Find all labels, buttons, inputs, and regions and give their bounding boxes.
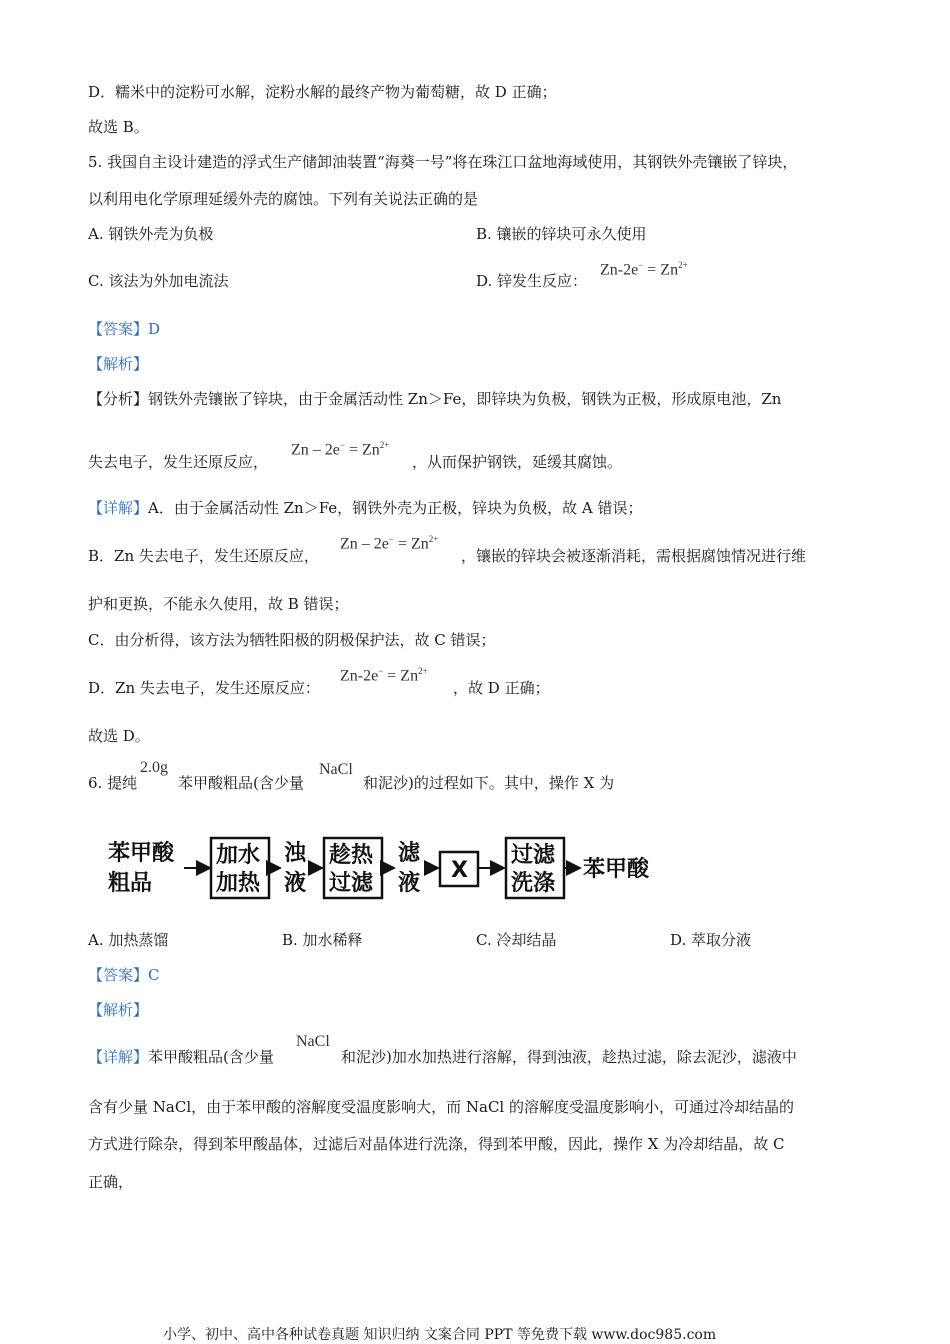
equation: $Zn - 2e^- = Zn^{2+}$ bbox=[291, 440, 390, 459]
option-c: C. 该法为外加电流法 bbox=[88, 272, 229, 290]
question-6-stem: 6. 提纯 bbox=[88, 774, 138, 792]
svg-text:过滤: 过滤 bbox=[511, 843, 556, 868]
text-line: 故选 B。 bbox=[88, 118, 149, 136]
equation: $Zn - 2e^- = Zn^{2+}$ bbox=[340, 534, 439, 553]
option-d: D. 萃取分液 bbox=[670, 931, 752, 949]
option-b: B. 加水稀释 bbox=[282, 931, 363, 949]
svg-text:X: X bbox=[451, 858, 468, 883]
question-5-stem-2: 以利用电化学原理延缓外壳的腐蚀。下列有关说法正确的是 bbox=[88, 190, 479, 208]
svg-text:过滤: 过滤 bbox=[329, 871, 374, 896]
detail-6-2: 含有少量 NaCl，由于苯甲酸的溶解度受温度影响大，而 NaCl 的溶解度受温度影响小，可通过冷却结晶的 bbox=[88, 1098, 794, 1116]
mass-value: 2.0g bbox=[140, 759, 168, 776]
process-flow-diagram bbox=[108, 830, 668, 906]
detail-a: 【详解】A．由于金属活动性 Zn＞Fe，钢铁外壳为正极，锌块为负极，故 A 错误； bbox=[88, 499, 643, 517]
analysis-label: 【解析】 bbox=[88, 355, 149, 373]
question-6-stem-c: 和泥沙)的过程如下。其中，操作 X 为 bbox=[363, 774, 615, 792]
question-5-stem: 5. 我国自主设计建造的浮式生产储卸油装置“海葵一号”将在珠江口盆地海域使用，其钢铁外壳镶嵌了锌块， bbox=[88, 153, 798, 171]
equation: $Zn-2e^- = Zn^{2+}$ bbox=[600, 260, 688, 279]
conclusion-5: 故选 D。 bbox=[88, 727, 150, 745]
option-c: C. 冷却结晶 bbox=[476, 931, 557, 949]
detail-b-cont: ，镶嵌的锌块会被逐渐消耗，需根据腐蚀情况进行维 bbox=[461, 547, 807, 565]
flow-start: 粗品 bbox=[108, 871, 153, 896]
svg-text:液: 液 bbox=[398, 871, 421, 896]
answer-6: 【答案】C bbox=[88, 966, 160, 984]
detail-6-3: 方式进行除杂，得到苯甲酸晶体，过滤后对晶体进行洗涤，得到苯甲酸，因此，操作 X 为冷却结晶，故 C bbox=[88, 1135, 785, 1153]
svg-text:加水: 加水 bbox=[216, 843, 261, 868]
svg-text:趁热: 趁热 bbox=[329, 843, 374, 868]
nacl-formula: NaCl bbox=[319, 761, 353, 778]
nacl-formula: NaCl bbox=[296, 1033, 330, 1050]
analysis-text-2: 失去电子，发生还原反应， bbox=[88, 453, 269, 471]
detail-b: B．Zn 失去电子，发生还原反应， bbox=[88, 547, 319, 565]
question-6-stem-b: 苯甲酸粗品(含少量 bbox=[178, 774, 304, 792]
detail-d-cont: ，故 D 正确； bbox=[453, 679, 550, 697]
flow-start: 苯甲酸 bbox=[108, 841, 175, 866]
svg-text:滤: 滤 bbox=[398, 841, 421, 866]
footer: 小学、初中、高中各种试卷真题 知识归纳 文案合同 PPT 等免费下载 www.doc985.com bbox=[163, 1327, 717, 1343]
option-a: A. 加热蒸馏 bbox=[88, 931, 169, 949]
option-d: D. 锌发生反应： bbox=[476, 272, 588, 290]
detail-6-cont: 和泥沙)加水加热进行溶解，得到浊液，趁热过滤，除去泥沙，滤液中 bbox=[341, 1048, 797, 1066]
analysis-label: 【解析】 bbox=[88, 1001, 149, 1019]
equation: $Zn-2e^- = Zn^{2+}$ bbox=[340, 666, 428, 685]
svg-text:洗涤: 洗涤 bbox=[511, 871, 556, 896]
svg-text:加热: 加热 bbox=[216, 871, 261, 896]
detail-6-4: 正确， bbox=[88, 1173, 134, 1191]
svg-text:液: 液 bbox=[284, 871, 307, 896]
analysis-text: 【分析】钢铁外壳镶嵌了锌块，由于金属活动性 Zn＞Fe，即锌块为负极，钢铁为正极，形成原电池，Zn bbox=[88, 390, 782, 408]
detail-b-2: 护和更换，不能永久使用，故 B 错误； bbox=[88, 595, 349, 613]
analysis-text-2b: ，从而保护钢铁，延缓其腐蚀。 bbox=[412, 453, 623, 471]
detail-d: D．Zn 失去电子，发生还原反应： bbox=[88, 679, 320, 697]
detail-6: 【详解】苯甲酸粗品(含少量 bbox=[88, 1048, 274, 1066]
answer-5: 【答案】D bbox=[88, 320, 161, 338]
svg-text:浊: 浊 bbox=[284, 841, 307, 866]
option-a: A. 钢铁外壳为负极 bbox=[88, 225, 214, 243]
detail-c: C．由分析得，该方法为牺牲阳极的阴极保护法，故 C 错误； bbox=[88, 631, 496, 649]
option-b: B. 镶嵌的锌块可永久使用 bbox=[476, 225, 647, 243]
flow-end: 苯甲酸 bbox=[583, 857, 650, 882]
text-line: D．糯米中的淀粉可水解，淀粉水解的最终产物为葡萄糖，故 D 正确； bbox=[88, 83, 557, 101]
